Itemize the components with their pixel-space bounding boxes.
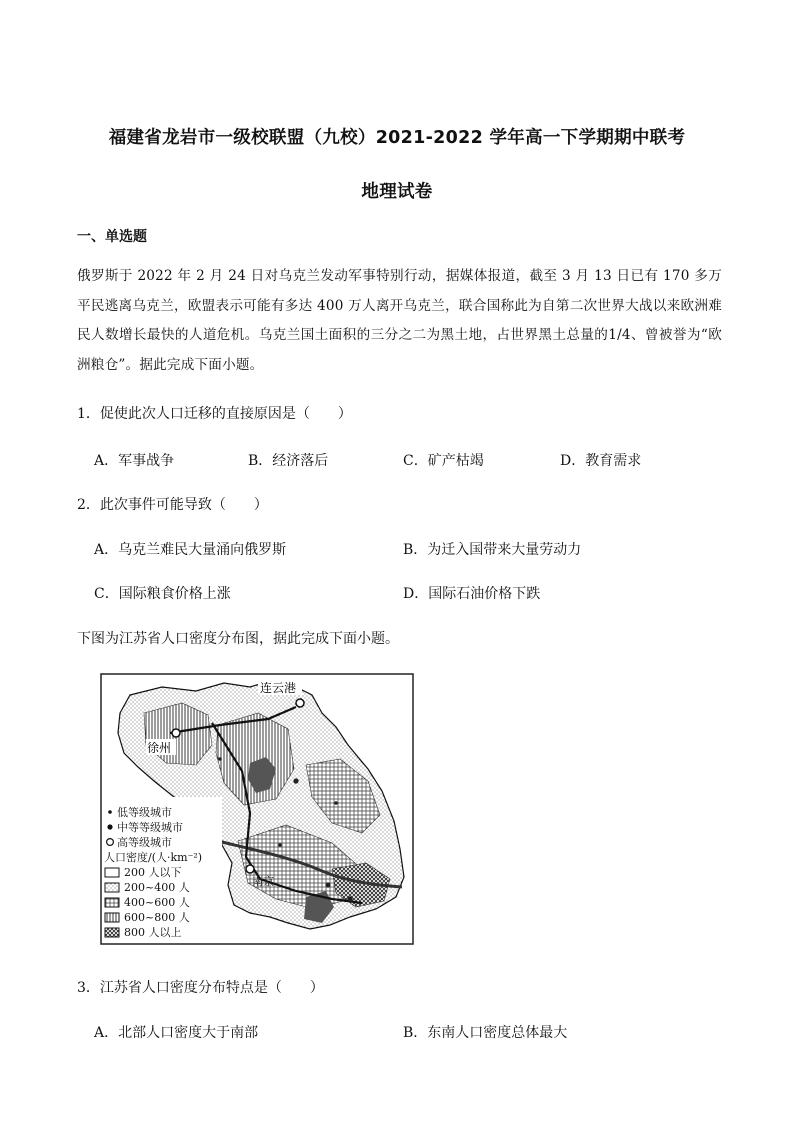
legend-d3-swatch <box>105 898 119 907</box>
legend-d4: 600~800 人 <box>124 911 190 924</box>
q3-option-a: A．北部人口密度大于南部 <box>94 1025 259 1041</box>
legend-d2-swatch <box>105 883 119 892</box>
question-2-stem: 2．此次事件可能导致（ ） <box>77 497 268 513</box>
high-city-xuzhou <box>172 729 180 737</box>
mid-city <box>347 896 352 901</box>
legend-d2: 200~400 人 <box>124 881 190 894</box>
legend-d1-swatch <box>105 868 119 877</box>
passage-2: 下图为江苏省人口密度分布图，据此完成下面小题。 <box>77 631 399 647</box>
mid-city <box>325 882 330 887</box>
legend-d4-swatch <box>105 913 119 922</box>
exam-title: 福建省龙岩市一级校联盟（九校）2021-2022 学年高一下学期期中联考 <box>108 128 686 148</box>
q2-option-b: B．为迁入国带来大量劳动力 <box>403 542 582 558</box>
low-city <box>278 843 282 847</box>
high-city-lianyungang <box>296 699 304 707</box>
q1-option-c: C．矿产枯竭 <box>403 453 484 469</box>
city-label-xuzhou: 徐州 <box>147 741 172 755</box>
passage-1: 俄罗斯于 2022 年 2 月 24 日对乌克兰发动军事特别行动，据媒体报道，截至 3 月 13 日已有 170 多万平民逃离乌克兰，欧盟表示可能有多达 400 万人离开乌克兰，联合国称此为自第二次世界大战以来欧洲难民人数增长最快的人道危机。乌克兰国土面积的三分之二为黑土地，占世界黑土总量的1/4、曾被誉为“欧洲粮仓”。据此完成下面小题。 <box>77 268 722 373</box>
low-city <box>334 801 338 805</box>
legend-low-city: 低等级城市 <box>117 806 172 819</box>
city-label-lianyungang: 连云港 <box>260 681 297 695</box>
q2-option-a: A．乌克兰难民大量涌向俄罗斯 <box>94 542 287 558</box>
q1-option-a: A．军事战争 <box>94 453 175 469</box>
legend-d3: 400~600 人 <box>124 896 190 909</box>
q2-option-d: D．国际石油价格下跌 <box>403 586 541 602</box>
high-city-nanjing <box>246 865 254 873</box>
section-heading: 一、单选题 <box>77 229 147 245</box>
q2-option-c: C．国际粮食价格上涨 <box>94 586 231 602</box>
jiangsu-population-density-map <box>100 673 414 945</box>
mid-city <box>293 778 298 783</box>
q1-option-b: B．经济落后 <box>248 453 329 469</box>
legend-density-title: 人口密度/(人·km⁻²) <box>104 851 203 864</box>
legend-high-city-icon <box>107 839 114 846</box>
question-3-stem: 3．江苏省人口密度分布特点是（ ） <box>77 980 324 996</box>
q3-option-b: B．东南人口密度总体最大 <box>403 1025 568 1041</box>
q1-option-d: D．教育需求 <box>560 453 642 469</box>
legend-low-city-icon <box>108 810 112 814</box>
question-1-stem: 1．促使此次人口迁移的直接原因是（ ） <box>77 406 352 422</box>
legend-mid-city-icon <box>107 824 112 829</box>
legend-d5-swatch <box>105 928 119 937</box>
low-city <box>218 757 222 761</box>
city-label-nanjing: 南京 <box>252 875 274 888</box>
legend-high-city: 高等级城市 <box>117 836 172 849</box>
legend-mid-city: 中等等级城市 <box>117 821 183 834</box>
legend-d1: 200 人以下 <box>124 866 182 879</box>
exam-subtitle: 地理试卷 <box>361 182 433 202</box>
legend-d5: 800 人以上 <box>124 926 182 939</box>
